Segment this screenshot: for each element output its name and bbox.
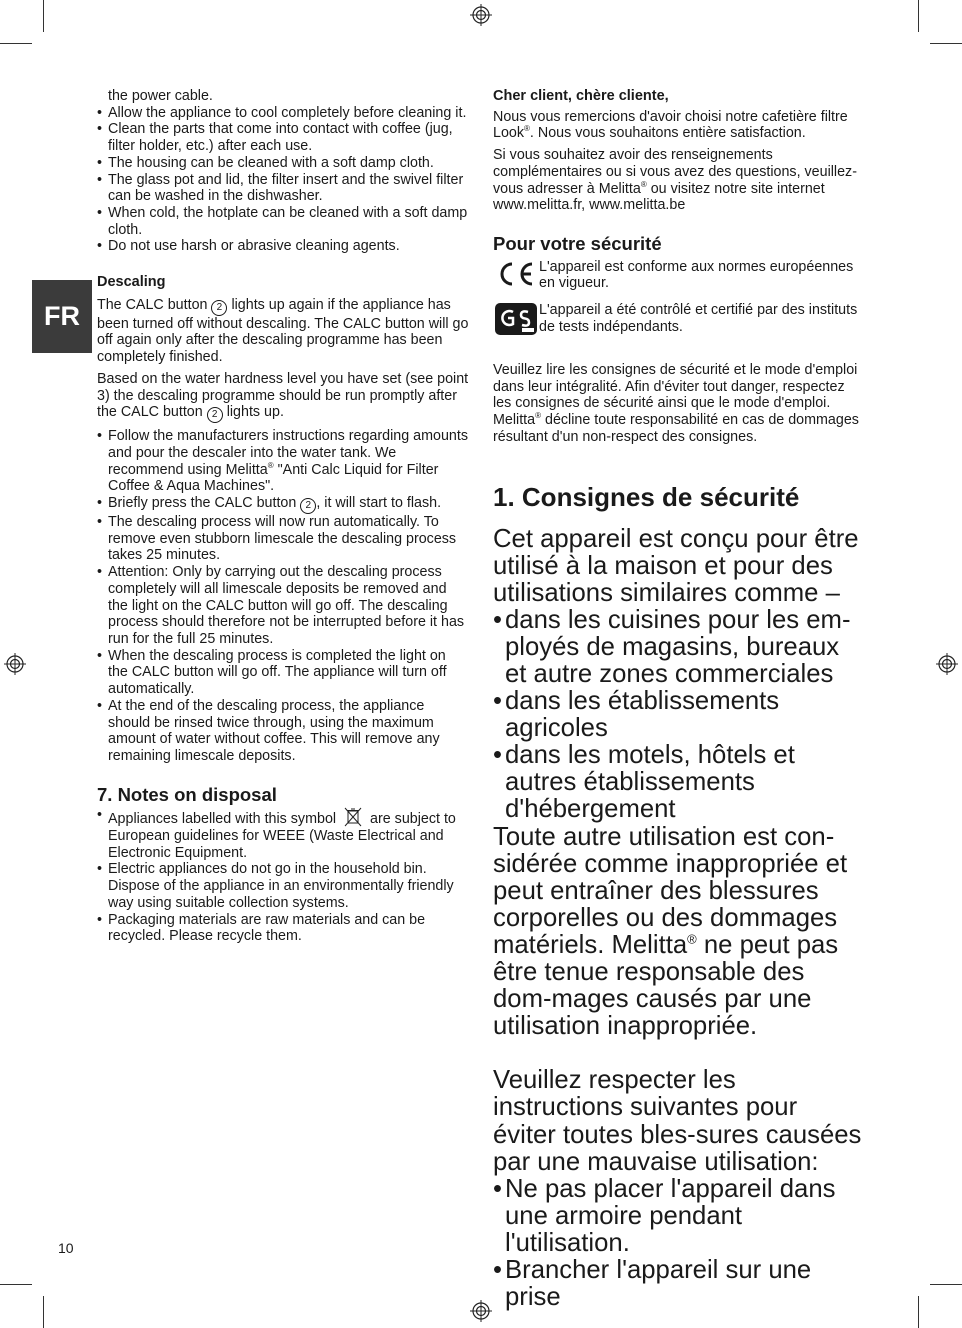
crop-mark (43, 0, 44, 32)
list-item: • Brancher l'appareil sur une prise (493, 1257, 865, 1311)
usage-intro: Cet appareil est conçu pour être utilisé à la maison et pour des utilisations similaires comme – (493, 524, 859, 607)
number-2-icon: 2 (207, 407, 223, 423)
descaling-list (97, 428, 469, 764)
follow-paragraph: Veuillez respecter les instructions suivantes pour éviter toutes bles-sures causées par une mauvaise utilisation: (493, 1066, 862, 1176)
safety-usage-block (493, 526, 865, 1312)
list-item: • Packaging materials are raw materials and can be recycled. Please recycle them. (97, 912, 469, 945)
list-item: • Electric appliances do not go in the household bin. Dispose of the appliance in an environmentally friendly way using suitable collection systems. (97, 861, 469, 911)
descaling-paragraph: Based on the water hardness level you have set (see point 3) the descaling programme should be run promptly after the CALC button 2 lights up. (97, 371, 469, 423)
crop-mark (43, 1296, 44, 1328)
crop-mark (0, 43, 32, 44)
ce-row (493, 259, 865, 292)
crop-mark (930, 43, 962, 44)
intro-continuation: the power cable. (108, 88, 213, 104)
info-paragraph: Si vous souhaitez avoir des renseignements complémentaires ou si vous avez des questions, veuillez-vous adresser à Melitta® ou visitez notre site internet www.melitta.fr, www.melitta.be (493, 147, 857, 214)
language-tab: FR (32, 280, 92, 353)
registration-mark-icon (936, 653, 958, 675)
read-paragraph: Veuillez lire les consignes de sécurité et le mode d'emploi dans leur intégralité. Afin d'éviter tout danger, respectez les consignes de sécurité ainsi que le mode d'emploi. Melitta® décline toute responsabilité en cas de dommages résultant d'un non-respect des consignes. (493, 362, 859, 445)
registration-mark-icon (470, 4, 492, 26)
list-item: • Do not use harsh or abrasive cleaning agents. (97, 238, 469, 255)
registration-mark-icon (4, 653, 26, 675)
descaling-heading: Descaling (97, 274, 166, 291)
number-2-icon: 2 (300, 498, 316, 514)
list-item: • The descaling process will now run automatically. To remove even stubborn limescale the descaling process takes 25 minutes. (97, 514, 469, 564)
list-item: • Attention: Only by carrying out the descaling process completely will all limescale deposits be removed and the light on the CALC button will go off. The descaling process should therefore not be interrupted before it has run for the full 25 minutes. (97, 564, 469, 648)
crop-mark (918, 1296, 919, 1328)
page-number: 10 (58, 1240, 74, 1256)
crop-mark (0, 1284, 32, 1285)
list-item: • The glass pot and lid, the filter insert and the swivel filter can be washed in the dishwasher. (97, 172, 469, 205)
list-item: • Follow the manufacturers instructions regarding amounts and pour the descaler into the water tank. We recommend using Melitta® "Anti Calc Liquid for Filter Coffee & Aqua Machines". (97, 428, 469, 495)
greeting: Cher client, chère cliente, (493, 88, 669, 104)
safety-heading: Pour votre sécurité (493, 232, 662, 254)
gs-certified-icon (493, 302, 539, 336)
list-item: • When cold, the hotplate can be cleaned with a soft damp cloth. (97, 205, 469, 238)
section-title: 1. Consignes de sécurité (493, 481, 800, 512)
registration-mark-icon (470, 1300, 492, 1322)
left-column (97, 88, 469, 950)
list-item: • Appliances labelled with this symbol are subject to European guidelines for WEEE (Waste Electrical and Electronic Equipment. (97, 807, 469, 861)
descaling-paragraph: The CALC button 2 lights up again if the appliance has been turned off without descaling. The CALC button will go off again only after the descaling programme has been completely finished. (97, 296, 469, 366)
thanks-paragraph: Nous vous remercions d'avoir choisi notre cafetière filtre Look®. Nous vous souhaitons entière satisfaction. (493, 108, 848, 142)
list-item: • dans les motels, hôtels et autres établissements d'hébergement (493, 742, 865, 823)
list-item: • dans les établissements agricoles (493, 688, 865, 742)
list-item: • The housing can be cleaned with a soft damp cloth. (97, 155, 469, 172)
crop-mark (918, 0, 919, 32)
crossed-bin-icon (344, 807, 362, 827)
list-item: • Ne pas placer l'appareil dans une armoire pendant l'utilisation. (493, 1176, 865, 1257)
disposal-heading: 7. Notes on disposal (97, 783, 277, 805)
gs-row (493, 302, 865, 336)
cleaning-list (97, 105, 469, 255)
list-item: • When the descaling process is completed the light on the CALC button will go off. The appliance will turn off automatically. (97, 648, 469, 698)
instruction-list (493, 1176, 865, 1311)
disposal-list (97, 807, 469, 945)
misuse-paragraph: Toute autre utilisation est con-sidérée comme inappropriée et peut entraîner des blessures corporelles ou des dommages matériels. Melitta® ne peut pas être tenue responsable des dom-mages causés par une utilisation inappropriée. (493, 822, 848, 1041)
list-item: • Briefly press the CALC button 2 , it will start to flash. (97, 495, 469, 514)
list-item: • dans les cuisines pour les em-ployés de magasins, bureaux et autre zones commerciales (493, 607, 865, 688)
crop-mark (930, 1284, 962, 1285)
usage-list (493, 607, 865, 824)
list-item: • Allow the appliance to cool completely before cleaning it. (97, 105, 469, 122)
list-item: • Clean the parts that come into contact with coffee (jug, filter holder, etc.) after each use. (97, 121, 469, 154)
number-2-icon: 2 (211, 300, 227, 316)
list-item: • At the end of the descaling process, the appliance should be rinsed twice through, using the maximum amount of water without coffee. This will remove any remaining limescale deposits. (97, 698, 469, 765)
gs-text: L'appareil a été contrôlé et certifié par des instituts de tests indépendants. (539, 302, 858, 335)
ce-text: L'appareil est conforme aux normes européennes en vigueur. (539, 258, 854, 292)
right-column (493, 88, 865, 1311)
ce-mark-icon (493, 259, 539, 289)
